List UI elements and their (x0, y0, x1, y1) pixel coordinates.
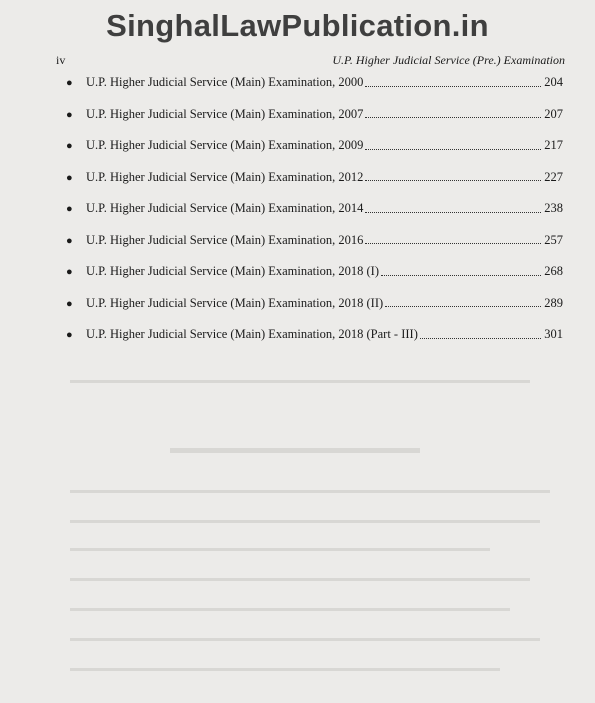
toc-entry-title: U.P. Higher Judicial Service (Main) Examination, 2014 (86, 201, 364, 215)
toc-entry-page: 217 (544, 138, 563, 152)
dot-leader (385, 306, 541, 307)
toc-entry (66, 288, 563, 320)
toc-entry (66, 319, 563, 351)
toc-entry-page: 204 (544, 75, 563, 89)
toc-entry-title: U.P. Higher Judicial Service (Main) Examination, 2016 (86, 232, 364, 247)
toc-entry-title: U.P. Higher Judicial Service (Main) Examination, 2009 (86, 138, 364, 152)
page-number: iv (56, 53, 66, 67)
bullet-icon: ● (66, 108, 73, 121)
dot-leader (365, 117, 541, 118)
toc-entry (66, 225, 563, 257)
dot-leader (365, 212, 541, 213)
toc-entry (66, 99, 563, 131)
bullet-icon: ● (66, 329, 73, 341)
toc-entry-title: U.P. Higher Judicial Service (Main) Examination, 2007 (86, 106, 364, 121)
toc-entry-page: 238 (544, 201, 563, 215)
toc-entry-title: U.P. Higher Judicial Service (Main) Examination, 2018 (II) (86, 295, 384, 310)
bullet-icon: ● (66, 171, 73, 184)
toc-entry (66, 256, 563, 288)
bullet-icon: ● (66, 203, 73, 215)
toc-entry (66, 67, 563, 99)
toc-entry-page: 257 (544, 232, 563, 247)
running-title: U.P. Higher Judicial Service (Pre.) Examination (332, 53, 565, 67)
watermark: SinghalLawPublication.in (106, 8, 489, 43)
toc-entry-title: U.P. Higher Judicial Service (Main) Examination, 2018 (I) (86, 264, 379, 278)
toc-entry-page: 268 (544, 264, 563, 278)
toc-entry-title: U.P. Higher Judicial Service (Main) Examination, 2012 (86, 169, 364, 184)
toc-entry-page: 289 (544, 295, 563, 310)
toc-entry-page: 207 (544, 106, 563, 121)
toc-entry (66, 193, 563, 225)
dot-leader (365, 243, 541, 244)
bullet-icon: ● (66, 297, 73, 310)
dot-leader (381, 275, 541, 276)
dot-leader (420, 338, 541, 339)
dot-leader (365, 149, 541, 150)
bullet-icon: ● (66, 77, 73, 89)
dot-leader (365, 180, 541, 181)
toc-entry (66, 162, 563, 194)
toc-entry-page: 227 (544, 169, 563, 184)
toc-entry (66, 130, 563, 162)
toc-entry-title: U.P. Higher Judicial Service (Main) Examination, 2000 (86, 75, 364, 89)
bullet-icon: ● (66, 234, 73, 247)
dot-leader (365, 86, 541, 87)
table-of-contents (66, 67, 563, 351)
toc-entry-title: U.P. Higher Judicial Service (Main) Examination, 2018 (Part - III) (86, 327, 418, 341)
toc-entry-page: 301 (544, 327, 563, 341)
bullet-icon: ● (66, 266, 73, 278)
bullet-icon: ● (66, 140, 73, 152)
